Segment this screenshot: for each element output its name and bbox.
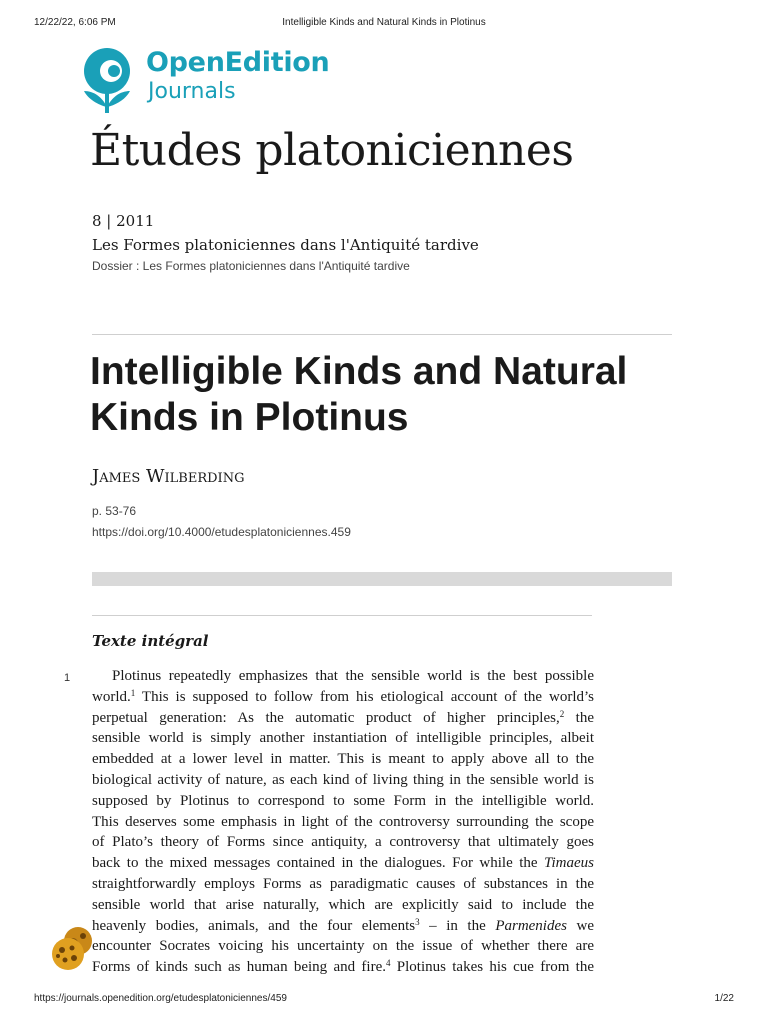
article-title: Intelligible Kinds and Natural Kinds in Plotinus	[90, 350, 628, 439]
cookie-icon	[50, 924, 98, 972]
print-footer	[34, 993, 734, 1007]
body-line: perpetual generation: As the automatic product of higher principles,$^2$ the	[92, 708, 594, 726]
issue-number[interactable]: 8 | 2011	[92, 212, 155, 230]
body-line: Forms of kinds such as human being and fire.$^4$ Plotinus takes his cue from the	[92, 958, 595, 976]
print-page-number: 1/22	[714, 993, 734, 1004]
print-page-title: Intelligible Kinds and Natural Kinds in Plotinus	[282, 17, 486, 28]
cookie-settings-button[interactable]	[50, 924, 98, 972]
footnote-ref[interactable]: 1	[130, 687, 136, 698]
divider	[92, 615, 592, 616]
print-url: https://journals.openedition.org/etudesplatoniciennes/459	[34, 993, 287, 1004]
footnote-ref[interactable]: 4	[385, 958, 391, 969]
body-line: sensible world that arise naturally, which are explicitly said to include the	[92, 896, 594, 913]
footnote-ref[interactable]: 2	[559, 708, 565, 719]
logo-brand-text: OpenEdition	[146, 47, 330, 78]
body-line: straightforwardly employs Forms as paradigmatic causes of substances in the	[92, 875, 594, 892]
divider	[92, 334, 672, 335]
fulltext-heading: Texte intégral	[92, 632, 209, 650]
logo-sub-text: Journals	[148, 79, 236, 104]
article-doi-link[interactable]: https://doi.org/10.4000/etudesplatoniciennes.459	[92, 525, 351, 539]
print-datetime: 12/22/22, 6:06 PM	[34, 17, 116, 28]
body-line: heavenly bodies, animals, and the four elements$^3$ – in the Parmenides we	[92, 916, 595, 934]
body-line: supposed by Plotinus to correspond to some Form in the intelligible world.	[92, 792, 594, 809]
metadata-bar	[92, 572, 672, 586]
openedition-flower-icon	[80, 47, 140, 115]
article-pages: p. 53-76	[92, 504, 137, 518]
openedition-logo[interactable]	[80, 47, 340, 115]
body-line: world.$^1$ This is supposed to follow from his etiological account of the world’s	[92, 687, 594, 705]
article-body	[92, 666, 594, 978]
body-line: sensible world is simply another instantiation of intelligible principles, albeit	[92, 730, 594, 747]
body-line: Plotinus repeatedly emphasizes that the sensible world is the best possible	[112, 668, 594, 684]
paragraph-number: 1	[64, 672, 71, 684]
body-line: of Plato’s theory of Forms since antiquity, a controversy that ultimately goes	[92, 834, 594, 851]
body-line: embedded at a lower level in matter. This is meant to apply above all to the	[92, 751, 594, 768]
body-line: encounter Socrates voicing his uncertainty on the issue of whether there are	[92, 938, 594, 955]
journal-title[interactable]: Études platoniciennes	[90, 125, 574, 176]
dossier-label[interactable]: Dossier : Les Formes platoniciennes dans l'Antiquité tardive	[92, 259, 410, 273]
body-line: back to the mixed messages contained in the dialogues. For while the Timaeus	[92, 855, 595, 872]
body-line: biological activity of nature, as each kind of living thing in the sensible world is	[92, 771, 594, 788]
body-line: This deserves some emphasis in light of the controversy surrounding the scope	[92, 813, 594, 830]
issue-title[interactable]: Les Formes platoniciennes dans l'Antiquité tardive	[92, 236, 479, 254]
footnote-ref[interactable]: 3	[415, 916, 420, 927]
print-header	[34, 17, 734, 31]
article-author[interactable]: James Wilberding	[92, 466, 245, 487]
